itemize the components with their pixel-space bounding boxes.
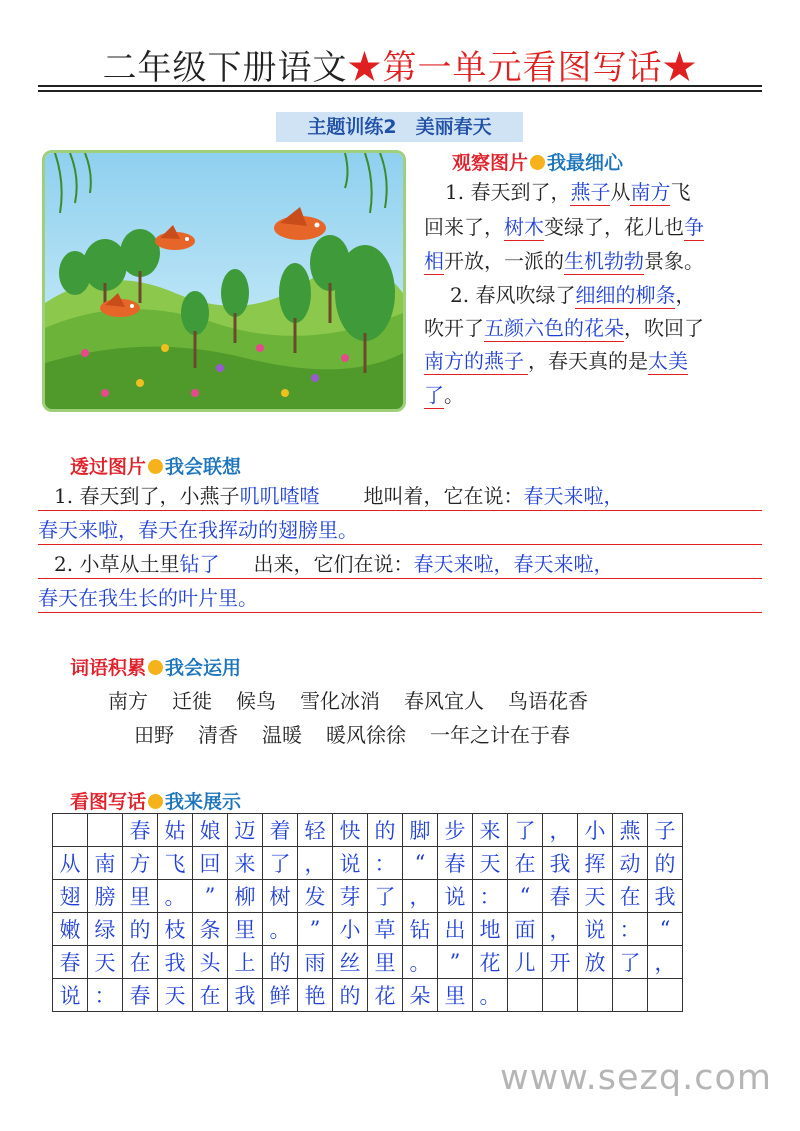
text: 景象。 [644,249,704,273]
grid-cell: ” [193,880,228,913]
grid-cell: 春 [123,814,158,847]
grid-cell: 飞 [158,847,193,880]
grid-cell: ” [298,913,333,946]
grid-cell: 动 [613,847,648,880]
star-icon: ★ [662,48,698,88]
answer: 春天来啦， [523,484,624,508]
dot-icon [530,155,545,170]
grid-cell [578,979,613,1012]
observe-line [424,247,704,275]
grid-cell: 挥 [578,847,613,880]
dot-icon [148,660,163,675]
grid-cell: 说 [438,880,473,913]
grid-cell: 了 [508,814,543,847]
answer-underline [38,510,762,511]
grid-cell: 里 [368,946,403,979]
heading-part: 我会联想 [165,456,242,478]
grid-cell: 钻 [403,913,438,946]
vocab-word: 迁徙 [172,689,212,713]
grid-cell: ， [298,847,333,880]
heading-part: 观察图片 [452,152,529,174]
grid-cell: 头 [193,946,228,979]
grid-cell: 脚 [403,814,438,847]
grid-cell: 树 [263,880,298,913]
vocab-word: 温暖 [262,723,302,747]
vocab-word: 春风宜人 [404,689,484,713]
grid-cell: 着 [263,814,298,847]
answer-blank: 钻了 [179,550,253,579]
grid-cell: 。 [263,913,298,946]
grid-cell: 的 [263,946,298,979]
grid-cell: 说 [333,847,368,880]
answer: 春天来啦，春天来啦， [413,552,614,576]
vocab-word: 南方 [108,689,148,713]
grid-cell: 了 [613,946,648,979]
heading-part: 透过图片 [70,456,147,478]
grid-cell: 儿 [508,946,543,979]
grid-row [53,913,683,946]
grid-cell: 子 [648,814,683,847]
answer: 春天来啦，春天在我挥动的翅膀里。 [38,518,358,542]
imagine-line [54,482,623,511]
grid-cell: 发 [298,880,333,913]
text: ，吹回了 [624,316,704,340]
spring-illustration [42,150,406,412]
answer: 了 [424,383,444,407]
grid-cell: 枝 [158,913,193,946]
text: 开放，一派的 [444,249,564,273]
title-left: 二年级下册语文 [102,48,348,88]
grid-cell: 来 [473,814,508,847]
text: 2. 春风吹绿了 [450,283,576,307]
grid-cell: 。 [403,946,438,979]
grid-cell: 朵 [403,979,438,1012]
grid-cell: 说 [578,913,613,946]
grid-cell: 出 [438,913,473,946]
grid-cell: 翅 [53,880,88,913]
grid-cell: 的 [368,814,403,847]
grid-cell [613,979,648,1012]
grid-cell: ： [613,913,648,946]
text: 从 [610,180,631,204]
grid-cell: “ [648,913,683,946]
section-words-heading [70,653,241,680]
grid-cell: 绿 [88,913,123,946]
heading-part: 我最细心 [547,152,624,174]
grid-cell: 的 [123,913,158,946]
watermark: www.sezq.com [500,1058,773,1098]
grid-cell: 条 [193,913,228,946]
text: ，春天真的是 [528,349,648,373]
text: ， [675,283,696,307]
text: 。 [444,383,464,407]
grid-cell: 了 [263,847,298,880]
grid-cell: 我 [648,880,683,913]
grid-cell: 里 [228,913,263,946]
answer: 春天在我生长的叶片里。 [38,586,258,610]
title-rule [38,90,762,92]
grid-cell: 天 [578,880,613,913]
grid-row [53,979,683,1012]
grid-cell: ， [543,814,578,847]
observe-line [450,281,695,309]
answer-underline [38,578,762,579]
grid-cell: 春 [438,847,473,880]
grid-row [53,814,683,847]
grid-cell: 我 [543,847,578,880]
grid-cell: 花 [473,946,508,979]
grid-cell: 鲜 [263,979,298,1012]
answer-underline [38,544,762,545]
heading-part: 我会运用 [165,657,242,679]
grid-cell: 春 [53,946,88,979]
grid-cell: 地 [473,913,508,946]
grid-cell: 。 [473,979,508,1012]
grid-cell [648,979,683,1012]
observe-line [424,381,464,409]
grid-cell: 丝 [333,946,368,979]
answer: 太美 [648,349,688,373]
grid-cell: 快 [333,814,368,847]
grid-cell: 娘 [193,814,228,847]
grid-cell [53,814,88,847]
grid-cell: ： [368,847,403,880]
page-title [0,40,800,89]
answer: 生机勃勃 [564,249,644,273]
grid-cell: 芽 [333,880,368,913]
text: 2. 小草从土里 [54,552,180,576]
grid-cell [88,814,123,847]
grid-row [53,880,683,913]
grid-row [53,946,683,979]
grid-cell: 花 [368,979,403,1012]
observe-line [424,314,704,342]
vocab-row [108,685,612,714]
grid-cell: 姑 [158,814,193,847]
grid-cell: 在 [613,880,648,913]
answer: 树木 [504,215,544,239]
grid-cell: 的 [648,847,683,880]
grid-cell: 步 [438,814,473,847]
grid-cell: 我 [158,946,193,979]
text: 吹开了 [424,316,484,340]
answer: 五颜六色的花朵 [484,316,624,340]
writing-grid [52,813,683,1012]
star-icon: ★ [347,48,383,88]
grid-cell [508,979,543,1012]
grid-cell: 在 [508,847,543,880]
grid-cell: 我 [228,979,263,1012]
grid-cell: 在 [193,979,228,1012]
vocab-word: 田野 [134,723,174,747]
text: 1. 春天到了，小燕子 [54,484,240,508]
grid-cell: 天 [473,847,508,880]
grid-cell: 里 [438,979,473,1012]
dot-icon [148,794,163,809]
answer: 燕子 [570,180,611,204]
vocab-word: 候鸟 [236,689,276,713]
grid-cell: 天 [158,979,193,1012]
grid-cell: 嫩 [53,913,88,946]
grid-cell: 里 [123,880,158,913]
grid-cell: 草 [368,913,403,946]
text: 变绿了，花儿也 [544,215,684,239]
heading-part: 我来展示 [165,791,242,813]
section-imagine-heading [70,452,241,479]
grid-cell: 小 [333,913,368,946]
answer: 南方的燕子 [424,349,528,375]
grid-cell: 柳 [228,880,263,913]
text: 1. 春天到了， [445,180,571,204]
grid-cell: 小 [578,814,613,847]
grid-cell: ， [403,880,438,913]
grid-cell: 在 [123,946,158,979]
observe-line [424,213,704,241]
answer-underline [38,612,762,613]
grid-cell: 开 [543,946,578,979]
section-observe-heading [452,148,623,175]
heading-part: 看图写话 [70,791,147,813]
grid-cell: 轻 [298,814,333,847]
answer: 细细的柳条 [575,283,676,307]
grid-cell: 南 [88,847,123,880]
grid-cell: 燕 [613,814,648,847]
imagine-line [54,550,613,579]
grid-cell: 的 [333,979,368,1012]
answer: 相 [424,249,444,273]
grid-cell: 膀 [88,880,123,913]
grid-cell: 上 [228,946,263,979]
grid-cell [543,979,578,1012]
grid-cell: 从 [53,847,88,880]
grid-cell: 放 [578,946,613,979]
grid-row [53,847,683,880]
grid-cell: ， [543,913,578,946]
grid-cell: 艳 [298,979,333,1012]
grid-cell: 方 [123,847,158,880]
grid-cell: 雨 [298,946,333,979]
vocab-word: 一年之计在于春 [430,723,570,747]
vocab-word: 暖风徐徐 [326,723,406,747]
title-rule [38,85,762,87]
answer: 争 [684,215,704,239]
vocab-word: 雪化冰消 [300,689,380,713]
grid-cell: 。 [158,880,193,913]
grid-cell: 迈 [228,814,263,847]
title-right: 第一单元看图写话 [382,48,663,88]
grid-cell: ” [438,946,473,979]
observe-line [445,178,690,206]
text: 出来，它们在说： [253,552,414,576]
vocab-row [134,719,594,748]
grid-cell: 春 [123,979,158,1012]
section-writing-heading [70,787,241,814]
dot-icon [148,459,163,474]
grid-cell: ： [88,979,123,1012]
grid-cell: 了 [368,880,403,913]
vocab-word: 清香 [198,723,238,747]
grid-cell: 回 [193,847,228,880]
answer-blank: 叽叽喳喳 [239,482,363,511]
text: 回来了， [424,215,504,239]
grid-cell: “ [403,847,438,880]
topic-subtitle: 主题训练2 美丽春天 [276,112,523,142]
grid-cell: 面 [508,913,543,946]
text: 飞 [670,180,691,204]
heading-part: 词语积累 [70,657,147,679]
observe-line [424,347,688,375]
grid-cell: ： [473,880,508,913]
grid-cell: 天 [88,946,123,979]
grid-cell: ， [648,946,683,979]
vocab-word: 鸟语花香 [508,689,588,713]
answer: 南方 [630,180,671,204]
grid-cell: 说 [53,979,88,1012]
grid-cell: 来 [228,847,263,880]
grid-cell: 春 [543,880,578,913]
text: 地叫着，它在说： [363,484,524,508]
grid-cell: “ [508,880,543,913]
